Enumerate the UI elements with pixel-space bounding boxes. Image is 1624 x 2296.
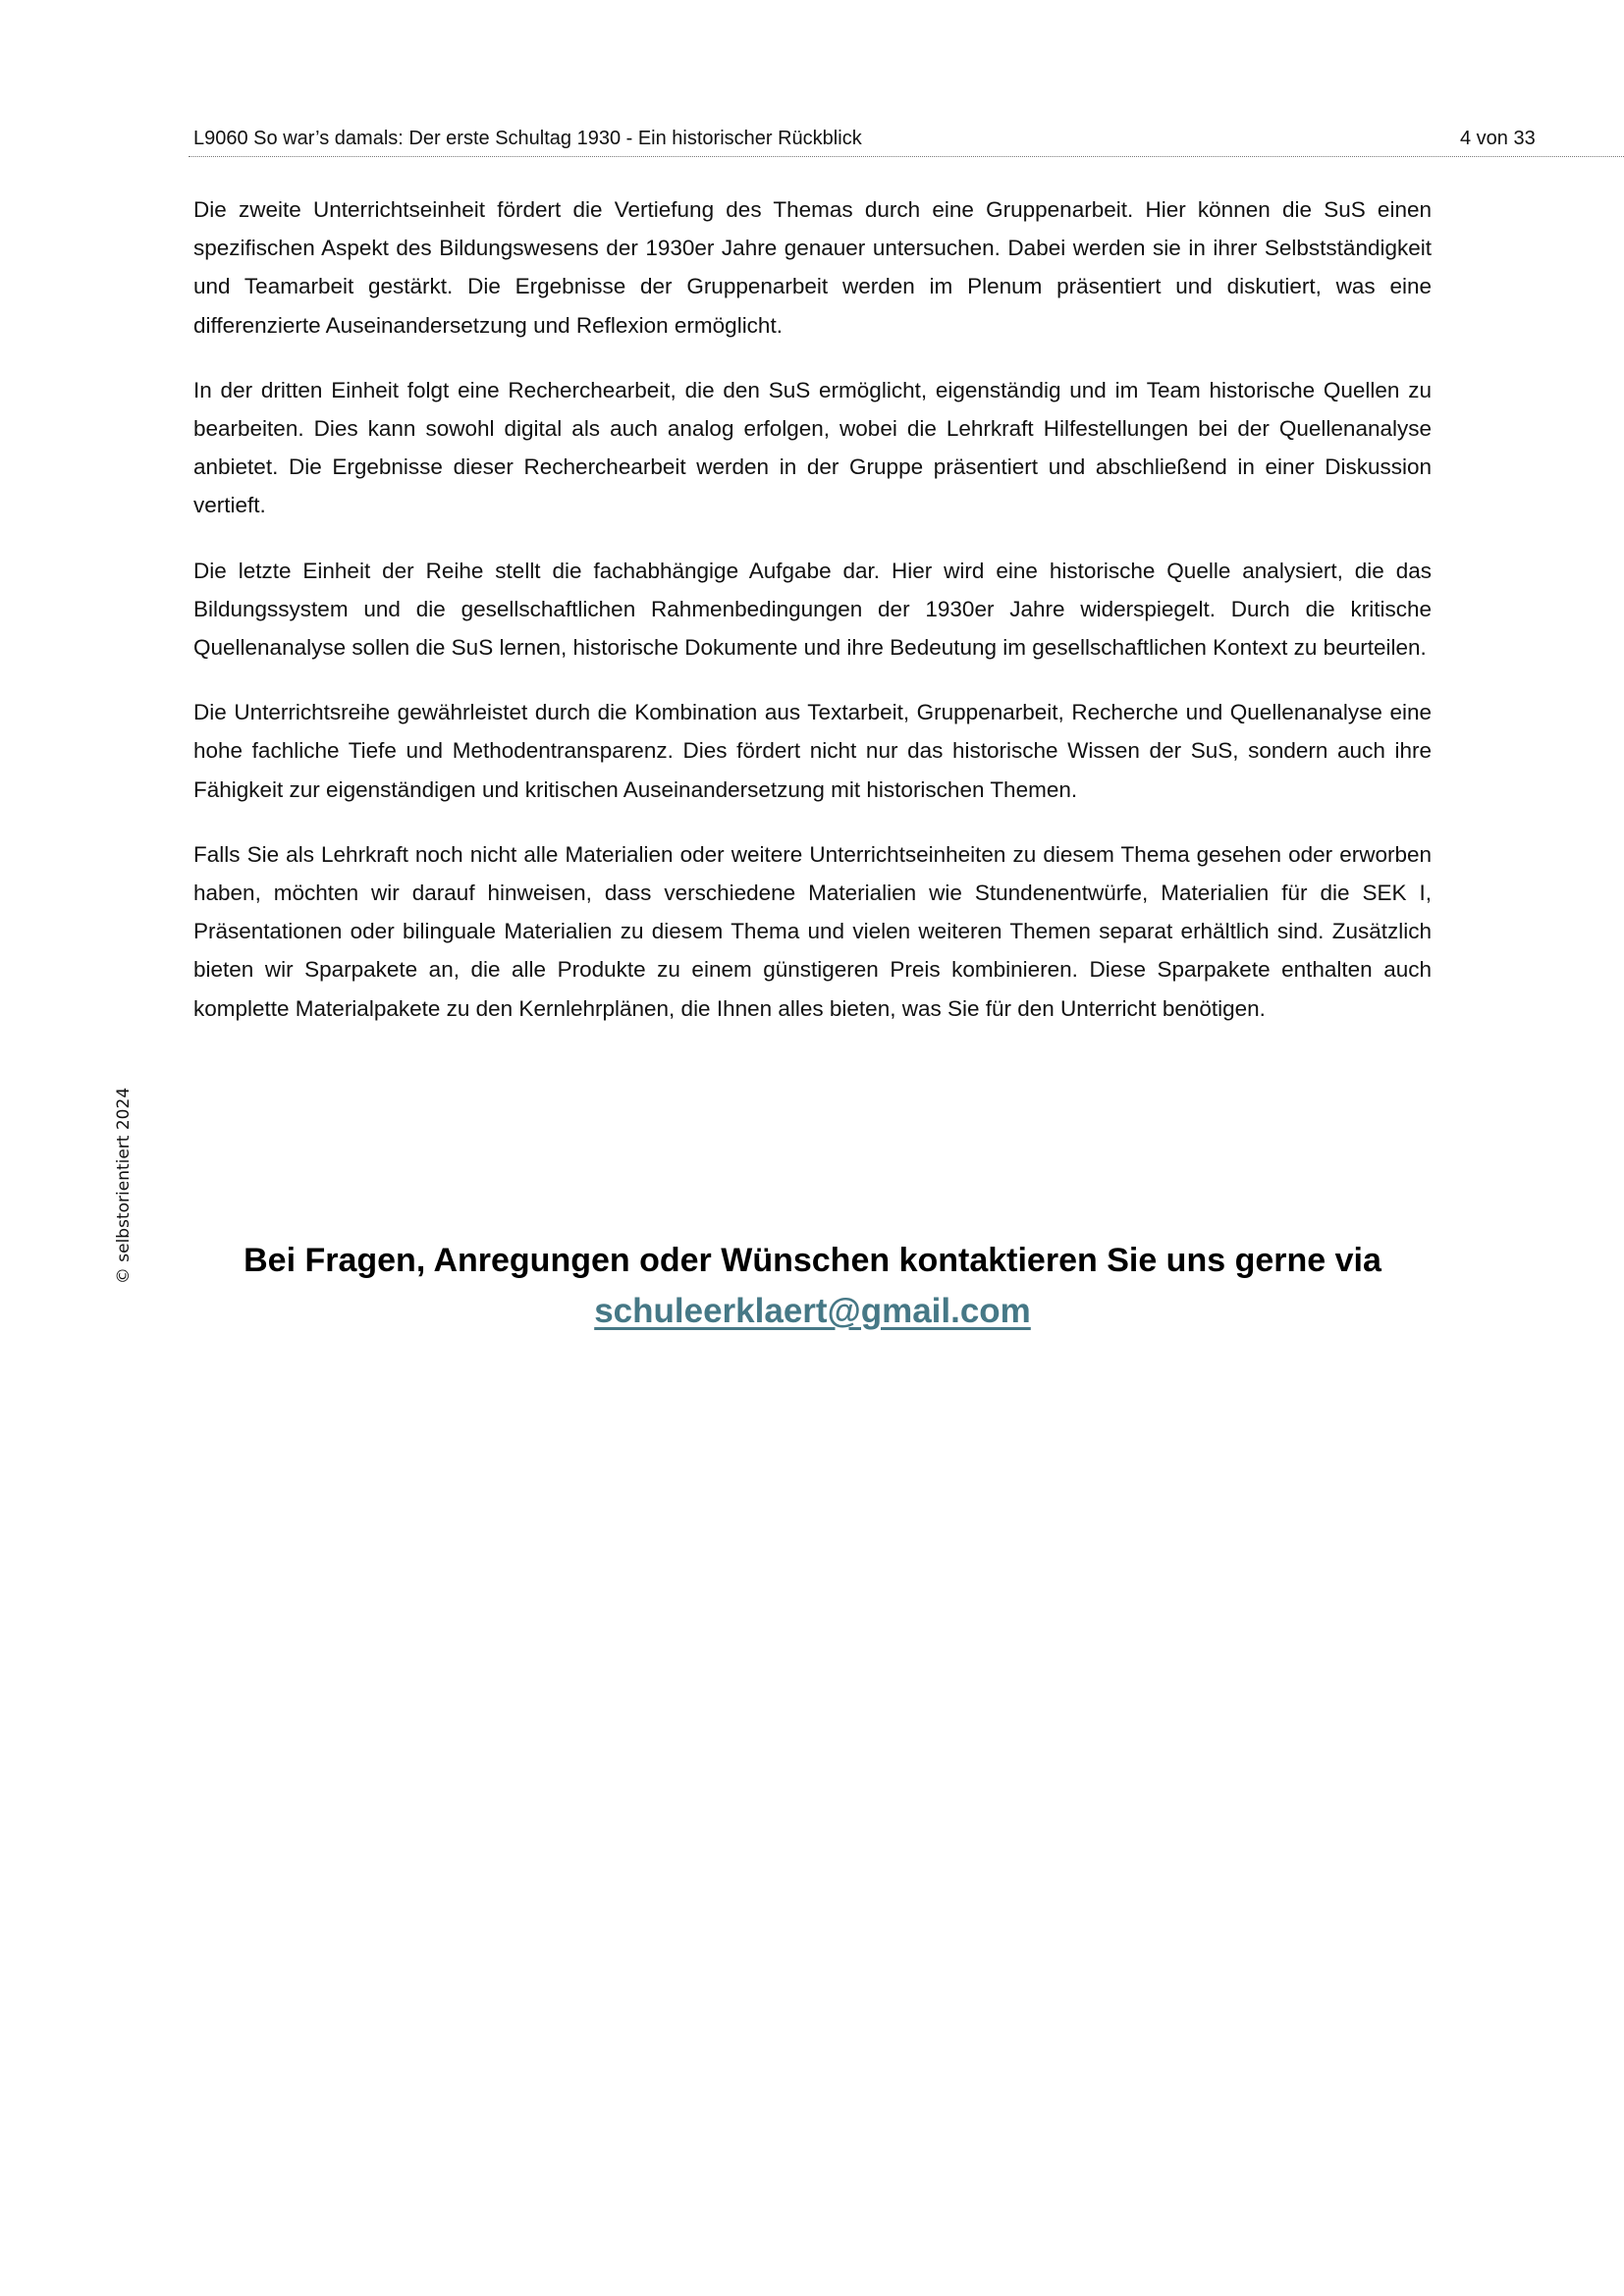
copyright-note: © selbstorientiert 2024: [114, 1087, 134, 1285]
paragraph: In der dritten Einheit folgt eine Recherchearbeit, die den SuS ermöglicht, eigenständig und im Team historische Quellen zu bearbeiten. Dies kann sowohl digital als auch analog erfolgen, wobei die Lehrkraft Hilfestellungen bei der Quellenanalyse anbietet. Die Ergebnisse dieser Recherchearbeit werden in der Gruppe präsentiert und abschließend in einer Diskussion vertieft.: [193, 377, 1432, 518]
page-header: [193, 126, 1539, 153]
body-text: [193, 190, 1432, 1054]
header-divider: [189, 156, 1624, 157]
paragraph: Die zweite Unterrichtseinheit fördert die Vertiefung des Themas durch eine Gruppenarbeit. Hier können die SuS einen spezifischen Aspekt des Bildungswesens der 1930er Jahre genauer untersuchen. Dabei werden sie in ihrer Selbstständigkeit und Teamarbeit gestärkt. Die Ergebnisse der Gruppenarbeit werden im Plenum präsentiert und diskutiert, was eine differenzierte Auseinandersetzung und Reflexion ermöglicht.: [193, 197, 1432, 338]
paragraph: Die letzte Einheit der Reihe stellt die fachabhängige Aufgabe dar. Hier wird eine historische Quelle analysiert, die das Bildungssystem und die gesellschaftlichen Rahmenbedingungen der 1930er Jahre widerspiegelt. Durch die kritische Quellenanalyse sollen die SuS lernen, historische Dokumente und ihre Bedeutung im gesellschaftlichen Kontext zu beurteilen.: [193, 558, 1432, 661]
paragraph: Die Unterrichtsreihe gewährleistet durch die Kombination aus Textarbeit, Gruppenarbeit, Recherche und Quellenanalyse eine hohe fachliche Tiefe und Methodentransparenz. Dies fördert nicht nur das historische Wissen der SuS, sondern auch ihre Fähigkeit zur eigenständigen und kritischen Auseinandersetzung mit historischen Themen.: [193, 700, 1432, 802]
contact-section: [193, 1239, 1432, 1331]
email-link[interactable]: schuleerklaert@gmail.com: [594, 1292, 1031, 1330]
contact-lead: Bei Fragen, Anregungen oder Wünschen kontaktieren Sie uns gerne via: [244, 1242, 1381, 1279]
document-title: L9060 So war’s damals: Der erste Schultag 1930 - Ein historischer Rückblick: [193, 128, 862, 149]
page-indicator: 4 von 33: [1460, 128, 1536, 149]
paragraph: Falls Sie als Lehrkraft noch nicht alle Materialien oder weitere Unterrichtseinheiten zu diesem Thema gesehen oder erworben haben, möchten wir darauf hinweisen, dass verschiedene Materialien wie Stundenentwürfe, Materialien für die SEK I, Präsentationen oder bilinguale Materialien zu diesem Thema und vielen weiteren Themen separat erhältlich sind. Zusätzlich bieten wir Sparpakete an, die alle Produkte zu einem günstigeren Preis kombinieren. Diese Sparpakete enthalten auch komplette Materialpakete zu den Kernlehrplänen, die Ihnen alles bieten, was Sie für den Unterricht benötigen.: [193, 841, 1432, 1021]
